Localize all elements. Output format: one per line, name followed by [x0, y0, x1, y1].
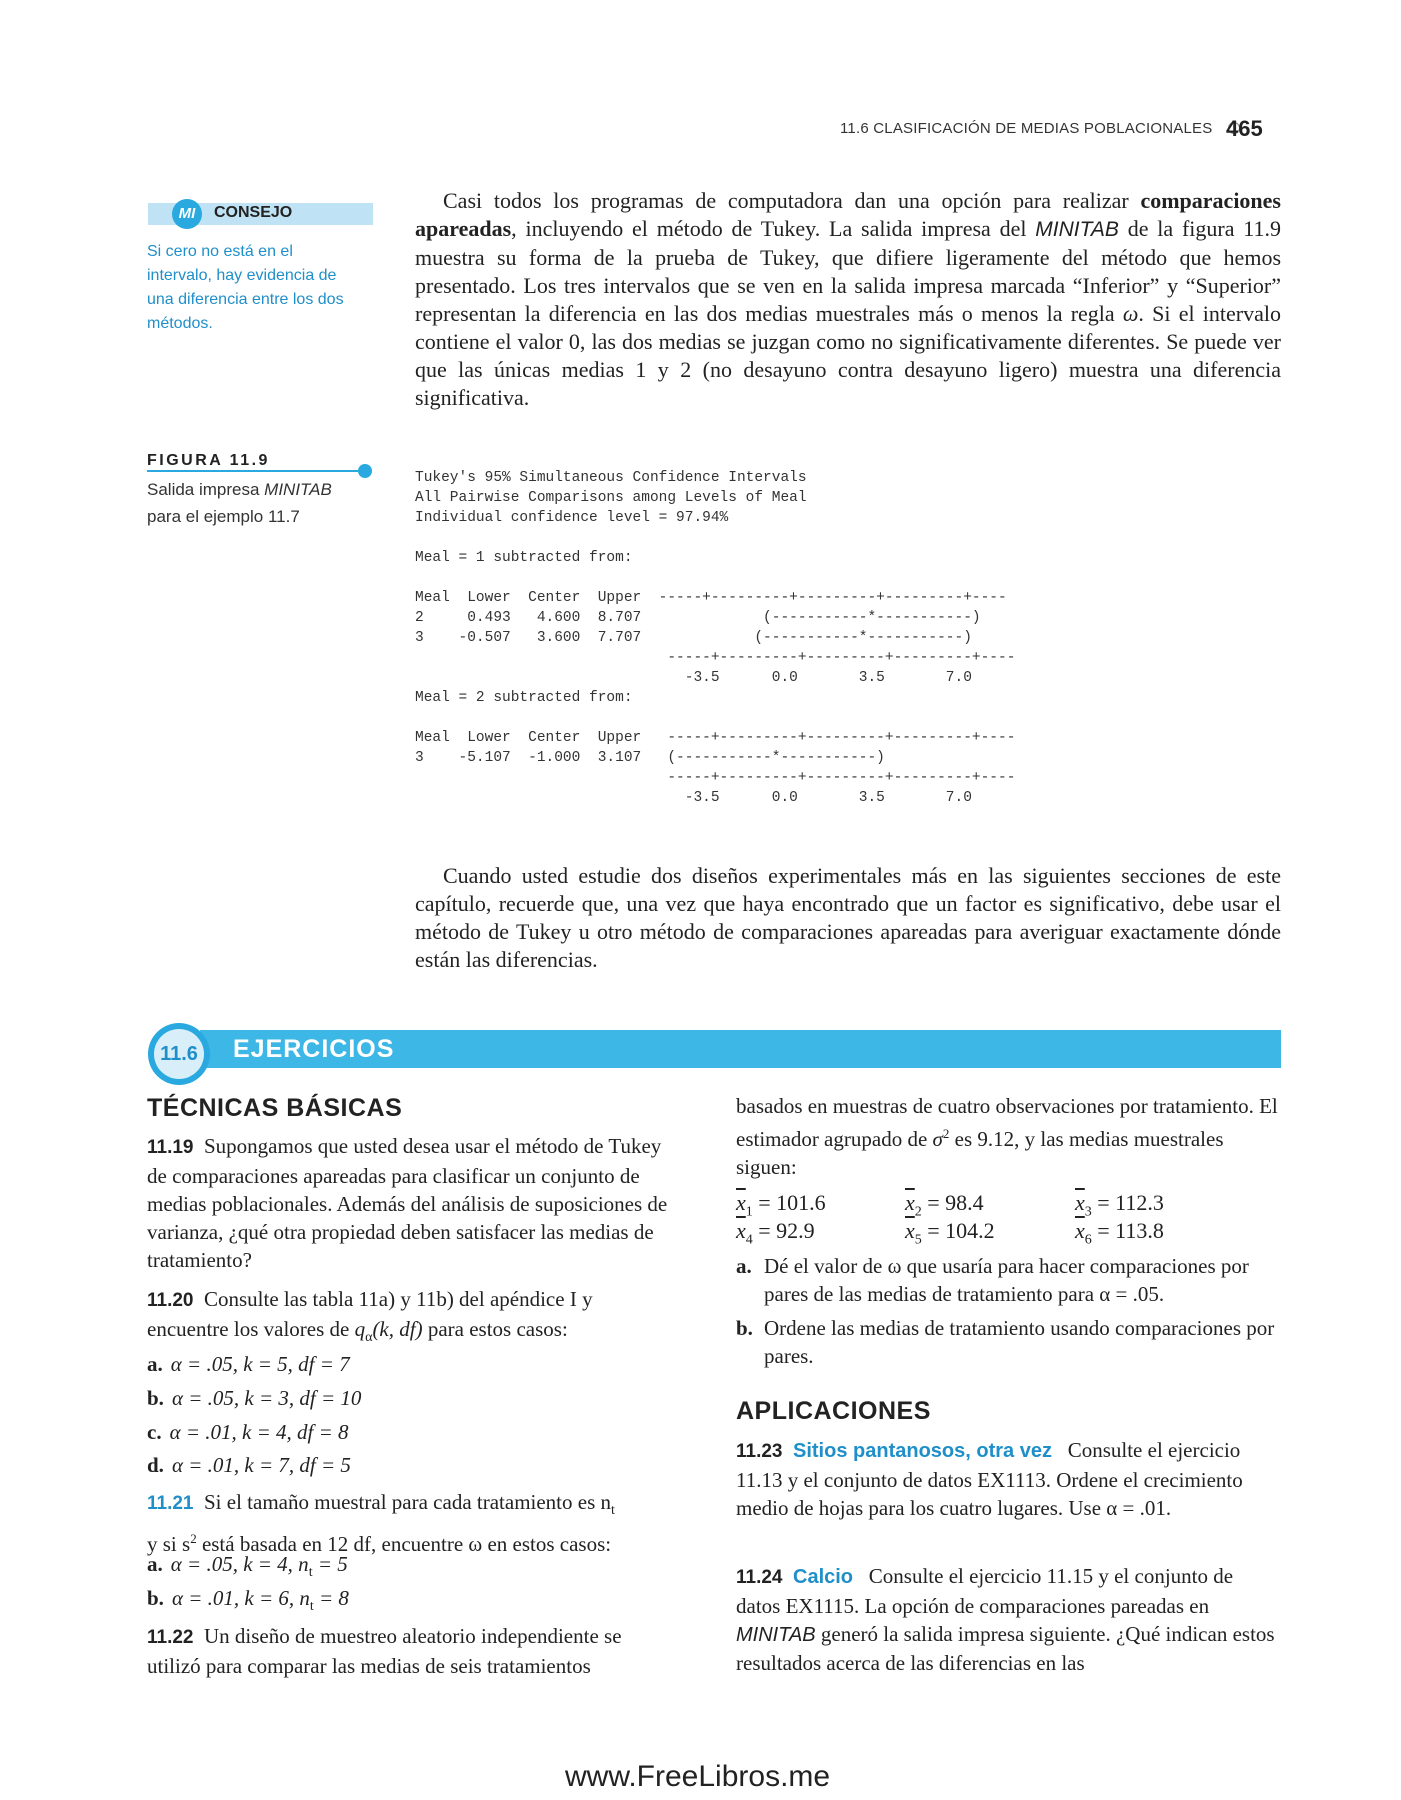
exercise-11-22-item-a: a. Dé el valor de ω que usaría para hacer comparaciones por pares de las medias de tratamiento para α = .05.: [736, 1254, 1249, 1306]
minitab-output-line: -3.5 0.0 3.5 7.0: [415, 790, 972, 806]
running-head: 11.6 CLASIFICACIÓN DE MEDIAS POBLACIONALES: [840, 120, 1254, 137]
exercise-item: a. α = .05, k = 5, df = 7: [147, 1352, 350, 1376]
exercise-11-23: 11.23 Sitios pantanosos, otra vez Consulte el ejercicio 11.13 y el conjunto de datos EX1113. Ordene el crecimiento medio de hojas para los cuatro lugares. Use α = .01.: [736, 1438, 1243, 1520]
exercise-11-22-continued: basados en muestras de cuatro observaciones por tratamiento. El estimador agrupado de $\sigma^2$ es 9.12, y las medias muestrales siguen:: [736, 1094, 1278, 1179]
sample-mean: $\overline{x}_3 = 112.3$: [1075, 1190, 1164, 1220]
sample-mean: $\overline{x}_1 = 101.6$: [736, 1190, 826, 1220]
minitab-output-line: Meal Lower Center Upper -----+---------+---------+---------+----: [415, 590, 1007, 606]
sample-mean: $\overline{x}_4 = 92.9$: [736, 1218, 815, 1248]
figure-rule: [147, 470, 365, 472]
tip-label: CONSEJO: [214, 204, 293, 221]
minitab-output-line: -----+---------+---------+---------+----: [415, 650, 1016, 666]
minitab-output-line: -----+---------+---------+---------+----: [415, 770, 1016, 786]
figure-caption: Salida impresa MINITAB para el ejemplo 11.7: [147, 480, 332, 526]
figure-label: FIGURA 11.9: [147, 452, 270, 469]
exercise-item: b. α = .01, k = 6, $n_t = 8$: [147, 1586, 349, 1615]
minitab-output-line: Meal Lower Center Upper -----+---------+---------+---------+----: [415, 730, 1016, 746]
exercise-11-22-item-b: b. Ordene las medias de tratamiento usando comparaciones por pares.: [736, 1316, 1275, 1368]
minitab-output-line: Meal = 2 subtracted from:: [415, 690, 633, 706]
exercise-11-20: 11.20 Consulte las tabla 11a) y 11b) del apéndice I y encuentre los valores de $q_\alpha(k$, df) para estos casos:: [147, 1287, 593, 1346]
section-number: 11.6: [154, 1029, 204, 1079]
exercise-item: d. α = .01, k = 7, df = 5: [147, 1453, 351, 1477]
exercise-11-24: 11.24 Calcio Consulte el ejercicio 11.15 y el conjunto de datos EX1115. La opción de comparaciones pareadas en MINITAB generó la salida impresa siguiente. ¿Qué indican estos resultados acerca de las diferencias en las: [736, 1564, 1275, 1675]
footer-watermark: www.FreeLibros.me: [565, 1760, 831, 1793]
basic-techniques-heading: TÉCNICAS BÁSICAS: [147, 1094, 403, 1122]
minitab-output-line: 2 0.493 4.600 8.707 (-----------*-----------): [415, 610, 981, 626]
exercise-11-22: 11.22 Un diseño de muestreo aleatorio independiente se utilizó para comparar las medias de seis tratamientos: [147, 1624, 622, 1678]
minitab-output-line: All Pairwise Comparisons among Levels of Meal: [415, 490, 807, 506]
minitab-output-line: Individual confidence level = 97.94%: [415, 510, 729, 526]
minitab-output-line: 3 -5.107 -1.000 3.107 (-----------*-----------): [415, 750, 885, 766]
exercise-item: b. α = .05, k = 3, df = 10: [147, 1386, 362, 1410]
exercise-item: c. α = .01, k = 4, df = 8: [147, 1420, 349, 1444]
intro-paragraph: Casi todos los programas de computadora dan una opción para realizar comparaciones apareadas, incluyendo el método de Tukey. La salida impresa del MINITAB de la figura 11.9 muestra su forma de la prueba de Tukey, que difiere ligeramente del método que hemos presentado. Los tres intervalos que se ven en la salida impresa marcada “Inferior” y “Superior” representan la diferencia en las dos medias muestrales más o menos la regla ω. Si el intervalo contiene el valor 0, las dos medias se juzgan como no significativamente diferentes. Se puede ver que las únicas medias 1 y 2 (no desayuno contra desayuno ligero) muestra una diferencia significativa.: [415, 188, 1281, 410]
exercises-title: EJERCICIOS: [233, 1035, 395, 1063]
sample-mean: $\overline{x}_5 = 104.2$: [905, 1218, 995, 1248]
page-number: 465: [1226, 116, 1263, 141]
sample-mean: $\overline{x}_6 = 113.8$: [1075, 1218, 1164, 1248]
minitab-output-line: Meal = 1 subtracted from:: [415, 550, 633, 566]
minitab-output-line: -3.5 0.0 3.5 7.0: [415, 670, 972, 686]
minitab-output-line: Tukey's 95% Simultaneous Confidence Intervals: [415, 470, 807, 486]
exercise-11-21: 11.21 Si el tamaño muestral para cada tratamiento es $n_t$ y si $s^2$ está basada en 12 df, encuentre ω en estos casos:: [147, 1490, 615, 1557]
sample-mean: $\overline{x}_2 = 98.4$: [905, 1190, 984, 1220]
tip-text: Si cero no está en el intervalo, hay evidencia de una diferencia entre los dos métodos.: [147, 243, 344, 332]
figure-dot-icon: [358, 464, 372, 478]
exercise-11-19: 11.19 Supongamos que usted desea usar el método de Tukey de comparaciones apareadas para clasificar un conjunto de medias poblacionales. Además del análisis de suposiciones de varianza, ¿qué otra propiedad deben satisfacer las medias de tratamiento?: [147, 1134, 668, 1272]
applications-heading: APLICACIONES: [736, 1397, 931, 1425]
exercise-item: a. α = .05, k = 4, $n_t = 5$: [147, 1552, 348, 1581]
mi-badge-icon: MI: [172, 199, 202, 229]
after-paragraph: Cuando usted estudie dos diseños experimentales más en las siguientes secciones de este capítulo, recuerde que, una vez que haya encontrado que un factor es significativo, debe usar el método de Tukey u otro método de comparaciones apareadas para averiguar exactamente dónde están las diferencias.: [415, 863, 1281, 972]
minitab-output-line: 3 -0.507 3.600 7.707 (-----------*-----------): [415, 630, 972, 646]
